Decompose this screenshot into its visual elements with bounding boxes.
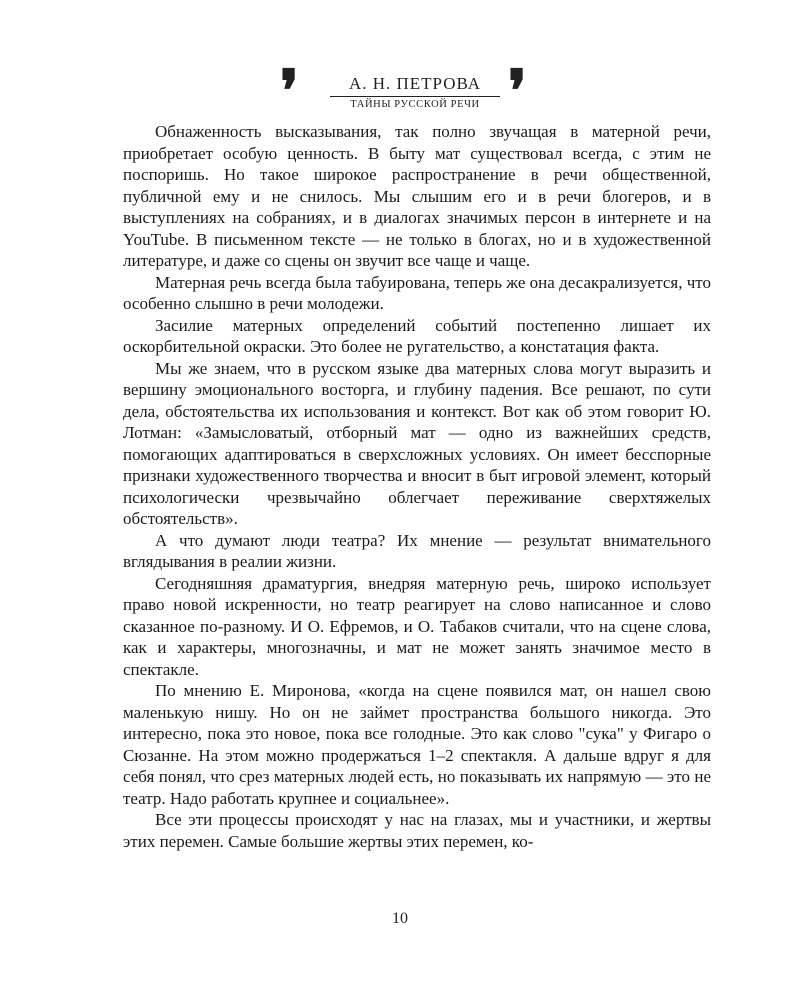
paragraph: Мы же знаем, что в русском языке два матерных слова могут выразить и вершину эмоционального восторга, и глубину падения. Все решают, по сути дела, обстоятельства их использования и контекст. Вот как об этом говорит Ю. Лотман: «Замысловатый, отборный мат — одно из важнейших средств, помогающих адаптироваться в сверхсложных условиях. Он имеет бесспорные признаки художественного творчества и вносит в быт игровой элемент, который психологически чрезвычайно облегчает переживание сверхтяжелых обстоятельств». xyxy=(123,358,711,528)
paragraph: Сегодняшняя драматургия, внедряя матерную речь, широко использует право новой искренности, но театр реагирует на слово написанное и слово сказанное по-разному. И О. Ефремов, и О. Табаков считали, что на сцене слова, как и характеры, многозначны, и мат не может занять значимое место в спектакле. xyxy=(123,573,711,679)
book-title: ТАЙНЫ РУССКОЙ РЕЧИ xyxy=(350,99,480,110)
left-ornament-icon: ❜ xyxy=(280,57,299,125)
author-name: А. Н. ПЕТРОВА xyxy=(330,74,500,97)
paragraph: Обнаженность высказывания, так полно звучащая в матерной речи, приобретает особую ценность. В быту мат существовал всегда, с этим не поспоришь. Но такое широкое распространение в речи общественной, публичной ему и не снилось. Мы слышим его и в речи блогеров, и в выступлениях на собраниях, и в диалогах значимых персон в интернете и на YouTube. В письменном тексте — не только в блогах, но и в художественной литературе, и даже со сцены он звучит все чаще и чаще. xyxy=(123,122,711,270)
paragraph: Матерная речь всегда была табуирована, теперь же она десакрализуется, что особенно слышно в речи молодежи. xyxy=(123,272,711,313)
body-text xyxy=(123,121,711,852)
paragraph: А что думают люди театра? Их мнение — результат внимательного вглядывания в реалии жизни. xyxy=(123,530,711,571)
header-titles xyxy=(330,74,500,113)
paragraph: Засилие матерных определений событий постепенно лишает их оскорбительной окраски. Это более не ругательство, а констатация факта. xyxy=(123,315,711,356)
page-number: 10 xyxy=(392,910,408,927)
paragraph: По мнению Е. Миронова, «когда на сцене появился мат, он нашел свою маленькую нишу. Но он не займет пространства большого никогда. Это интересно, пока это новое, пока все голодные. Это как слово "сука" у Фигаро о Сюзанне. На этом можно продержаться 1–2 спектакля. А дальше вдруг я для себя понял, что срез матерных людей есть, но показывать их напрямую — это не театр. Надо работать крупнее и социальнее». xyxy=(123,681,711,808)
running-header xyxy=(0,57,800,125)
right-ornament-icon: ❜ xyxy=(508,57,527,125)
paragraph: Все эти процессы происходят у нас на глазах, мы и участники, и жертвы этих перемен. Самые большие жертвы этих перемен, ко- xyxy=(123,810,711,851)
